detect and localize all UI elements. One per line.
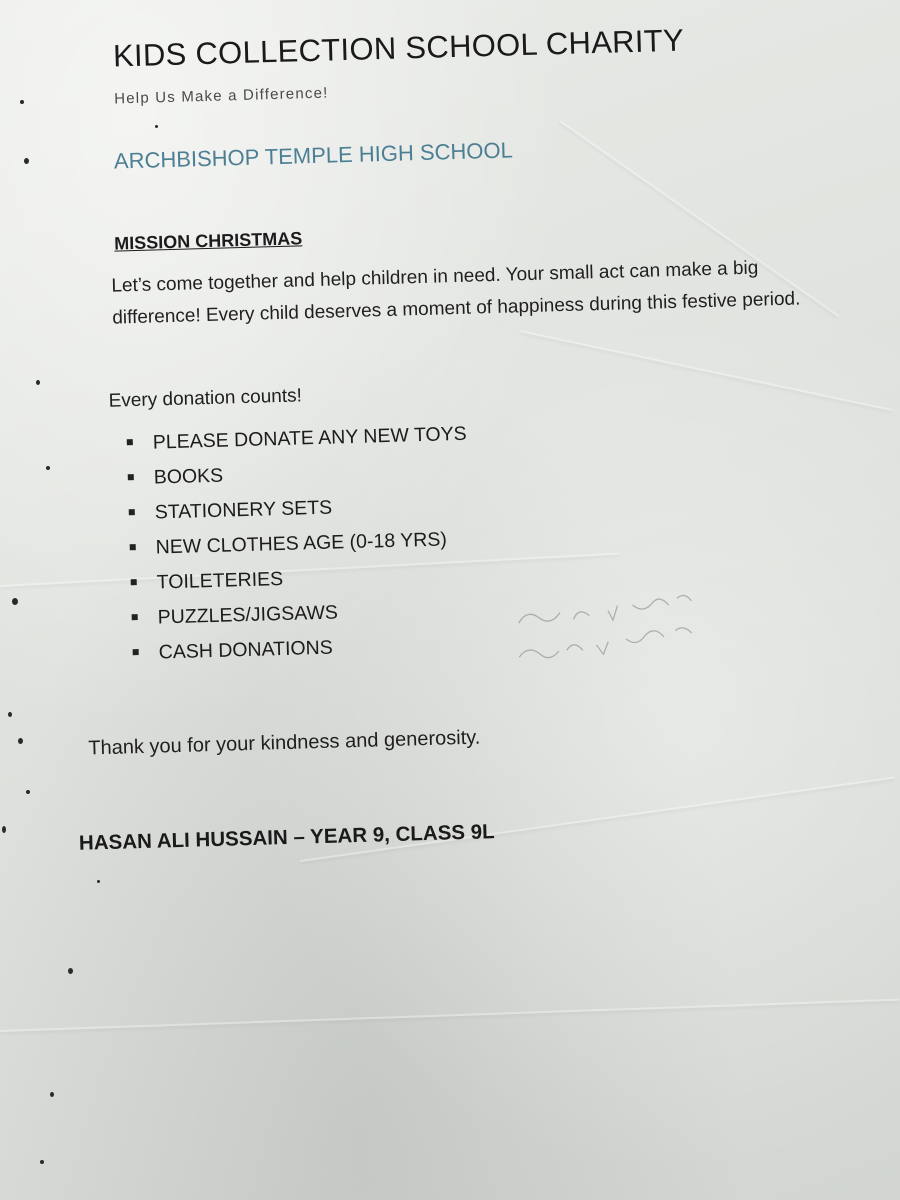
ink-speck (68, 968, 73, 974)
square-bullet-icon (131, 579, 137, 585)
paper-crease (0, 999, 899, 1032)
ink-speck (18, 738, 23, 744)
intro-paragraph: Let’s come together and help children in need. Your small act can make a big difference! Every child deserves a moment of happiness during this festive period. (111, 257, 801, 329)
square-bullet-icon (128, 474, 134, 480)
ink-speck (24, 158, 29, 164)
list-item-label: TOILETERIES (156, 567, 284, 594)
ink-speck (97, 880, 100, 883)
ink-speck (155, 125, 158, 128)
list-item-label: PUZZLES/JIGSAWS (157, 601, 339, 629)
donation-counts-line: Every donation counts! (108, 385, 303, 412)
square-bullet-icon (130, 544, 136, 550)
list-item-label: NEW CLOTHES AGE (0-18 YRS) (155, 528, 448, 559)
square-bullet-icon (129, 509, 135, 515)
square-bullet-icon (133, 649, 139, 655)
ink-speck (2, 826, 6, 833)
list-item-label: CASH DONATIONS (158, 636, 334, 664)
ink-speck (20, 100, 24, 104)
donation-item-list (126, 417, 473, 671)
square-bullet-icon (132, 614, 138, 620)
ink-speck (50, 1092, 54, 1097)
list-item-label: PLEASE DONATE ANY NEW TOYS (152, 422, 467, 454)
school-name: ARCHBISHOP TEMPLE HIGH SCHOOL (113, 137, 514, 174)
list-item-label: BOOKS (153, 464, 224, 489)
ink-speck (8, 712, 12, 717)
ink-speck (12, 598, 18, 605)
flyer-content (60, 0, 864, 900)
flyer-subtitle: Help Us Make a Difference! (113, 84, 329, 108)
list-item-label: STATIONERY SETS (154, 496, 333, 524)
mission-heading: MISSION CHRISTMAS (113, 228, 303, 254)
student-signature-line: HASAN ALI HUSSAIN – YEAR 9, CLASS 9L (78, 820, 495, 855)
ink-speck (36, 380, 40, 385)
square-bullet-icon (127, 439, 133, 445)
thank-you-line: Thank you for your kindness and generosity. (88, 726, 481, 760)
ink-speck (26, 790, 30, 794)
ink-speck (46, 466, 50, 470)
ink-speck (40, 1160, 44, 1164)
flyer-title: KIDS COLLECTION SCHOOL CHARITY (112, 22, 685, 74)
